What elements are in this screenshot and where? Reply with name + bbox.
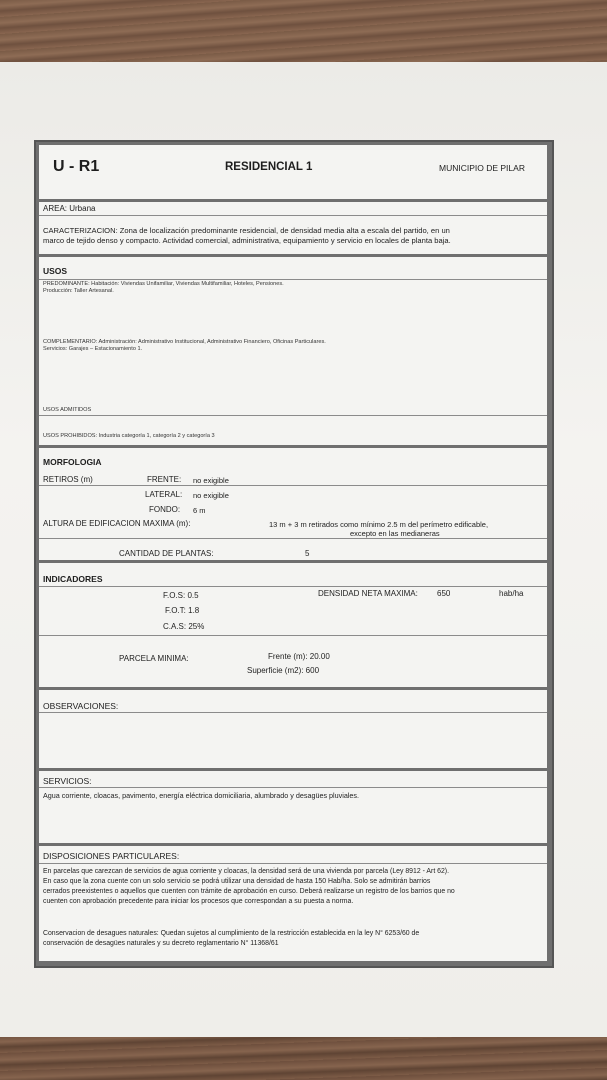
disposiciones-line-5: Conservacion de desagues naturales: Quedan sujetos al cumplimiento de la restricción establecida en la ley N° 6253/60 de bbox=[43, 930, 420, 937]
predominante-line-2: Producción: Taller Artesanal. bbox=[43, 288, 114, 294]
wooden-table-bottom bbox=[0, 1035, 607, 1080]
zone-title: RESIDENCIAL 1 bbox=[225, 161, 313, 173]
plantas-label: CANTIDAD DE PLANTAS: bbox=[119, 549, 214, 558]
usos-prohibidos: USOS PROHIBIDOS: Industria categoría 1, categoría 2 y categoría 3 bbox=[43, 433, 215, 439]
divider bbox=[39, 712, 547, 713]
densidad-unit: hab/ha bbox=[499, 589, 524, 598]
divider bbox=[39, 635, 547, 636]
complementario-line-1: COMPLEMENTARIO: Administración: Administrativo Institucional, Administrativo Financiero, Oficinas Particulares. bbox=[43, 339, 326, 345]
densidad-label: DENSIDAD NETA MAXIMA: bbox=[318, 589, 418, 598]
disposiciones-line-4: cuenten con aprobación precedente para iniciar los procesos que correspondan a su puesta a norma. bbox=[43, 898, 354, 905]
densidad-value: 650 bbox=[437, 589, 451, 598]
usos-admitidos: USOS ADMITIDOS bbox=[43, 407, 92, 413]
parcela-frente: Frente (m): 20.00 bbox=[268, 652, 330, 661]
disposiciones-line-6: conservación de desagües naturales y su decreto reglamentario N° 11368/61 bbox=[43, 940, 279, 947]
divider bbox=[39, 485, 547, 486]
caracterizacion-line-2: marco de tejido denso y compacto. Actividad comercial, administrativa, equipamiento y servicio en locales de planta baja. bbox=[43, 236, 451, 245]
disposiciones-heading: DISPOSICIONES PARTICULARES: bbox=[43, 851, 180, 861]
disposiciones-section bbox=[39, 846, 547, 961]
lateral-value: no exigible bbox=[193, 491, 229, 500]
wooden-table-top bbox=[0, 0, 607, 70]
morfologia-section bbox=[39, 448, 547, 560]
disposiciones-line-1: En parcelas que carezcan de servicios de agua corriente y cloacas, la densidad será de una vivienda por parcela (Ley 8912 - Art 62). bbox=[43, 868, 450, 875]
form-header bbox=[39, 145, 547, 199]
usos-section bbox=[39, 257, 547, 445]
servicios-text: Agua corriente, cloacas, pavimento, energía eléctrica domiciliaria, alumbrado y desagües pluviales. bbox=[43, 791, 360, 800]
predominante-line-1: PREDOMINANTE: Habitación: Viviendas Unifamiliar, Viviendas Multifamiliar, Hoteles, Pensiones. bbox=[43, 281, 284, 287]
servicios-heading: SERVICIOS: bbox=[43, 776, 92, 786]
complementario-line-2: Servicios: Garajes – Estacionamiento 1. bbox=[43, 346, 143, 352]
area-section bbox=[39, 202, 547, 254]
servicios-section bbox=[39, 771, 547, 843]
divider bbox=[39, 787, 547, 788]
indicadores-section bbox=[39, 563, 547, 687]
zone-code: U - R1 bbox=[53, 158, 100, 175]
cas-value: C.A.S: 25% bbox=[163, 622, 205, 631]
fondo-label: FONDO: bbox=[149, 505, 181, 514]
disposiciones-line-3: cerrados preexistentes o aquellos que cuenten con trámite de aprobación en curso. Deberá realizarse un registro de los barrios que no bbox=[43, 888, 455, 895]
observaciones-section bbox=[39, 690, 547, 768]
altura-value-line-1: 13 m + 3 m retirados como mínimo 2.5 m del perímetro edificable, bbox=[269, 520, 489, 529]
fos-value: F.O.S: 0.5 bbox=[163, 591, 199, 600]
divider bbox=[39, 215, 547, 216]
observaciones-label: OBSERVACIONES: bbox=[43, 701, 119, 711]
divider bbox=[39, 586, 547, 587]
frente-label: FRENTE: bbox=[147, 475, 182, 484]
indicadores-heading: INDICADORES bbox=[43, 574, 103, 584]
fondo-value: 6 m bbox=[193, 506, 206, 515]
divider bbox=[39, 279, 547, 280]
municipality: MUNICIPIO DE PILAR bbox=[439, 163, 525, 173]
fot-value: F.O.T: 1.8 bbox=[165, 606, 200, 615]
altura-value-line-2: excepto en las medianeras bbox=[350, 529, 440, 538]
caracterizacion-line-1: CARACTERIZACION: Zona de localización predominante residencial, de densidad media alta a escala del partido, en un bbox=[43, 226, 450, 235]
divider bbox=[39, 538, 547, 539]
disposiciones-line-2: En caso que la zona cuente con un solo servicio se podrá utilizar una densidad de hasta 150 Hab/ha. Solo se admitirán barrios bbox=[43, 878, 431, 885]
area-label: AREA: Urbana bbox=[43, 204, 96, 213]
morfologia-heading: MORFOLOGIA bbox=[43, 457, 102, 467]
parcela-superficie: Superficie (m2): 600 bbox=[247, 666, 320, 675]
plantas-value: 5 bbox=[305, 549, 310, 558]
usos-heading: USOS bbox=[43, 266, 68, 276]
divider bbox=[39, 415, 547, 416]
zoning-form bbox=[34, 140, 554, 968]
lateral-label: LATERAL: bbox=[145, 490, 183, 499]
altura-label: ALTURA DE EDIFICACION MAXIMA (m): bbox=[43, 519, 191, 528]
divider bbox=[39, 863, 547, 864]
parcela-label: PARCELA MINIMA: bbox=[119, 654, 189, 663]
frente-value: no exigible bbox=[193, 476, 229, 485]
retiros-label: RETIROS (m) bbox=[43, 475, 93, 484]
